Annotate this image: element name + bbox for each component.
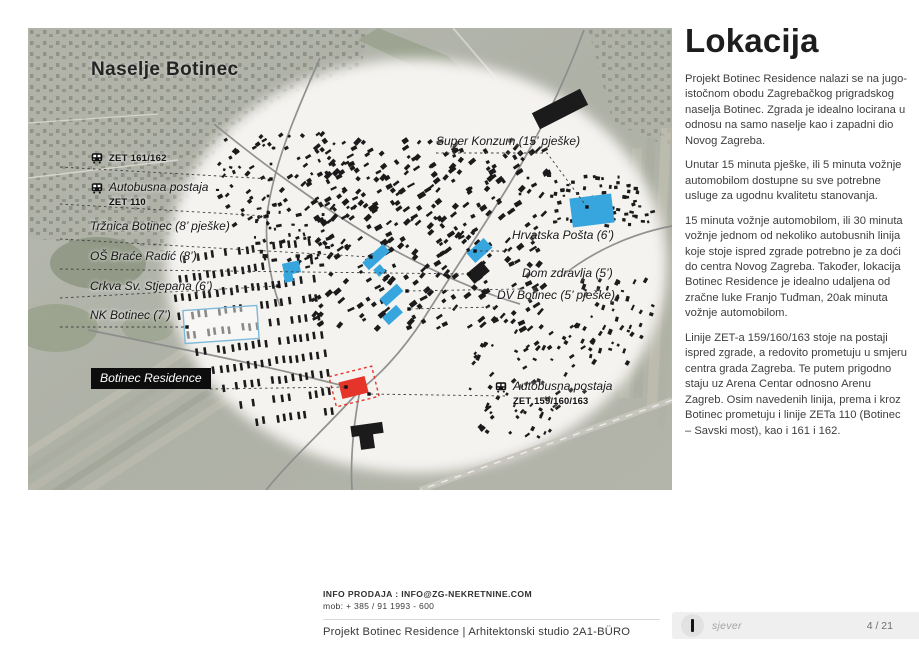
map-label-text: DV Botinec (5’ pješke)	[497, 288, 616, 302]
map-label-text: NK Botinec (7’)	[90, 308, 171, 322]
page-title: Lokacija	[685, 22, 819, 59]
map-label-text: Hrvatska Pošta (6’)	[512, 228, 615, 242]
map-label-sub: ZET 159/160/163	[513, 394, 589, 406]
map-label-text: OŠ Braće Radić (8’)	[90, 249, 197, 263]
map-label-text: Autobusna postaja	[109, 180, 209, 194]
map-label-hrvatska-posta	[512, 229, 614, 243]
map-label-autobusna-postaja-zet-159-160-163	[495, 380, 612, 407]
location-map	[28, 28, 672, 490]
map-label-sub: ZET 110	[109, 195, 146, 207]
map-label-text: Crkva Sv. Stjepana (6’)	[90, 279, 213, 293]
map-label-text: Tržnica Botinec (8’ pješke)	[90, 219, 230, 233]
map-label-super-konzum	[436, 135, 580, 149]
footer-divider	[323, 619, 660, 620]
bus-icon	[495, 381, 507, 393]
map-title: Naselje Botinec	[91, 59, 239, 80]
article-paragraph: Linije ZET-a 159/160/163 stoje na postaji ispred zgrade, a redovito prometuju u smjeru centra grada Zagreba. Te putem prigodno staju uz Arena Centar odnosno Arenu Zagreb. Osim navedenih linija, prema i kroz Botinec prometuju i linije ZETa 110 (Botinec – Savski most), kao i 161 i 162.	[685, 331, 907, 437]
map-label-text: Botinec Residence	[100, 370, 202, 385]
map-label-trznica-botinec	[90, 220, 230, 234]
sales-contact-email: INFO PRODAJA : INFO@ZG-NEKRETNINE.COM	[323, 589, 533, 599]
footer-info	[323, 589, 660, 638]
map-labels	[28, 28, 672, 490]
article-column	[685, 22, 908, 448]
bus-icon	[91, 182, 103, 194]
north-label: sjever	[712, 619, 742, 632]
page-number: 4 / 21	[866, 619, 893, 632]
article-paragraph: Unutar 15 minuta pješke, ili 5 minuta vožnje automobilom dostupne su sve potrebne usluge za ugodnu kvalitetu stanovanja.	[685, 159, 902, 203]
project-credit: Projekt Botinec Residence | Arhitektonski studio 2A1-BÜRO	[323, 626, 631, 638]
map-label-dom-zdravlja	[522, 267, 613, 281]
map-label-nk-botinec	[90, 309, 171, 323]
map-label-text: ZET 161/162	[109, 153, 167, 164]
map-label-text: Dom zdravlja (5’)	[522, 266, 613, 280]
map-label-zet-161-162	[91, 151, 167, 164]
north-indicator	[681, 614, 704, 637]
pager-bar	[672, 612, 919, 639]
map-label-botinec-residence	[91, 368, 211, 389]
map-label-autobusna-postaja-zet-110	[91, 181, 208, 208]
map-label-dv-botinec	[497, 289, 615, 303]
map-label-os-brace-radic	[90, 250, 197, 264]
map-label-crkva-sv-stjepana	[90, 280, 213, 294]
article-paragraphs	[685, 72, 908, 439]
north-needle-icon	[691, 619, 695, 632]
bus-icon	[91, 152, 103, 164]
map-label-text: Autobusna postaja	[513, 379, 613, 393]
article-paragraph: 15 minuta vožnje automobilom, ili 30 minuta vožnje jednom od nekoliko autobusnih linija koje stoje ispred zgrade potrebno je za doći do centra Novog Zagreba. Također, lokacija Botinec Residence je idealno udaljena od zračne luke Franjo Tuđman, 20ak minuta vožnje automobilom.	[685, 214, 903, 320]
map-label-text: Super Konzum (15’ pješke)	[436, 134, 581, 148]
article-paragraph: Projekt Botinec Residence nalazi se na jugo-istočnom obodu Zagrebačkog prigradskog naselja Botinec. Zgrada je idealno locirana u odnosu na samo naselje kao i zapadni dio Novog Zagreba.	[685, 73, 908, 147]
sales-contact-phone: mob: + 385 / 91 1993 - 600	[323, 601, 435, 611]
